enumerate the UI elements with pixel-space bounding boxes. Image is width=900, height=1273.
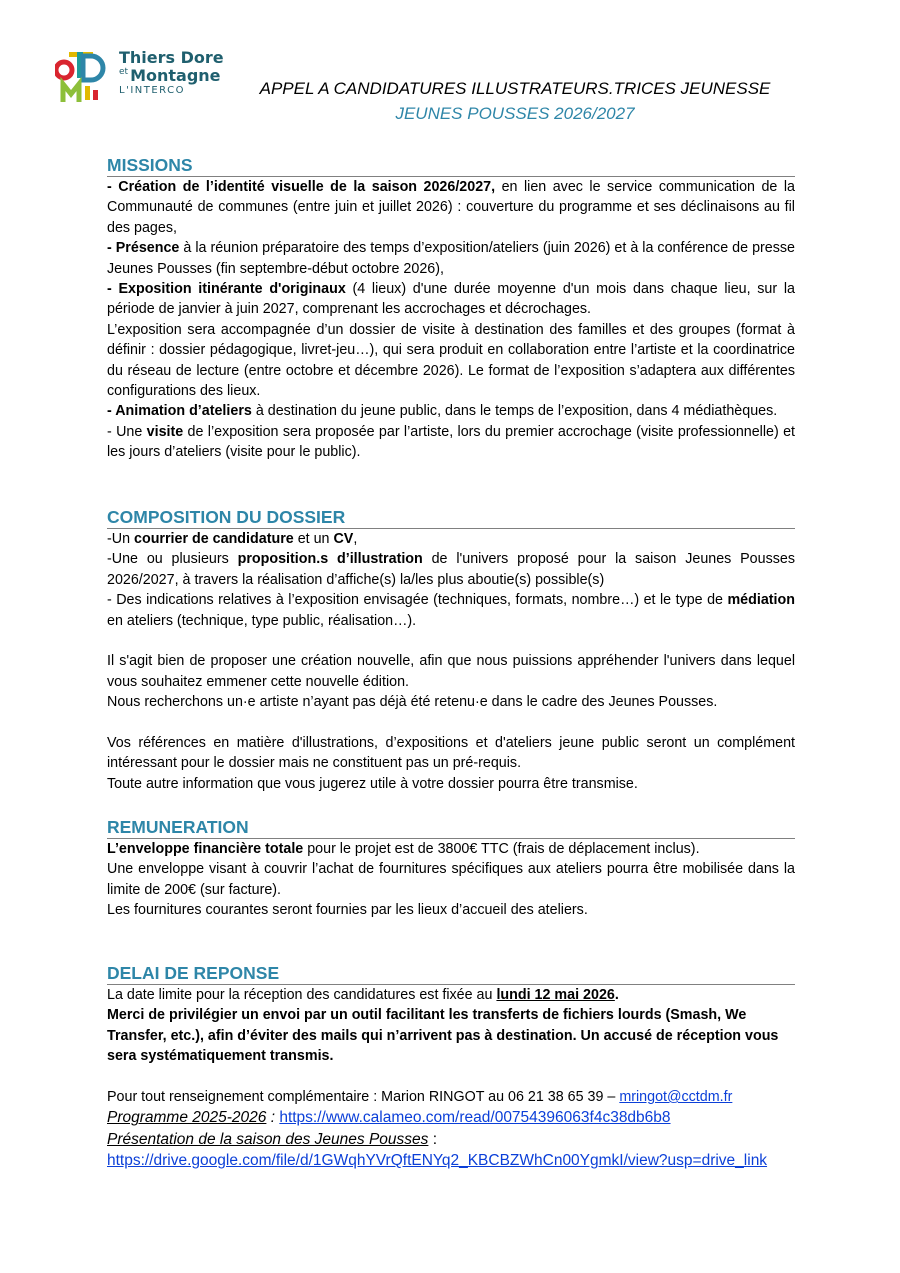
text: à la réunion préparatoire des temps d’exposition/ateliers (juin 2026) et à la conférence de presse Jeunes Pousses (fin septembre-début octobre 2026), <box>107 240 795 277</box>
missions-item-animation <box>107 401 795 421</box>
delai-programme <box>107 1107 795 1129</box>
text: (4 lieux) d'une durée moyenne d'un mois dans chaque lieu, sur la période de janvier à juin 2027, comprenant les accrochages et décrochages. <box>107 281 795 318</box>
text: - Des indications relatives à l’exposition envisagée (techniques, formats, nombre…) et le type de <box>107 592 728 609</box>
bold-text: - Présence <box>107 240 180 257</box>
deadline-date: lundi 12 mai 2026 <box>496 987 615 1003</box>
delai-date-limite <box>107 985 795 1005</box>
delai-contact <box>107 1087 795 1107</box>
bold-text: - Création de l’identité visuelle de la saison 2026/2027, <box>107 179 496 195</box>
logo-line1: Thiers Dore <box>119 48 224 67</box>
text: -Une ou plusieurs <box>107 551 238 568</box>
missions-item-presence <box>107 238 795 279</box>
page-subtitle: JEUNES POUSSES 2026/2027 <box>395 104 635 123</box>
dossier-item-illustration <box>107 549 795 590</box>
missions-item-visite <box>107 422 795 463</box>
bold-text: médiation <box>727 592 795 609</box>
text: pour le projet est de 3800€ TTC (frais de déplacement inclus). <box>303 841 700 857</box>
bold-text: - Exposition itinérante d'originaux <box>107 281 346 298</box>
delai-presentation <box>107 1129 795 1151</box>
text: en ateliers (technique, type public, réalisation…). <box>107 612 417 629</box>
text: en lien avec le service communication de la Communauté de communes (entre juin et juillet 2026) : couverture du programme et ses déclinaisons au fil des pages, <box>107 179 795 236</box>
remuneration-fournitures-courantes: Les fournitures courantes seront fournies par les lieux d’accueil des ateliers. <box>107 902 588 919</box>
section-title-delai: DELAI DE REPONSE <box>107 963 795 985</box>
dossier-paragraph-autre: Toute autre information que vous jugerez utile à votre dossier pourra être transmise. <box>107 775 638 792</box>
text: à destination du jeune public, dans le temps de l’exposition, dans 4 médiathèques. <box>251 403 778 420</box>
text: - Une <box>107 423 147 440</box>
dossier-paragraph-references: Vos références en matière d'illustrations, d’expositions et d'ateliers jeune public seront un complément intéressant pour le dossier mais ne constituent pas un pré-requis. <box>107 735 795 772</box>
text: de l'univers proposé pour la saison Jeunes Pousses 2026/2027, à travers la réalisation d’affiche(s) la/les plus aboutie(s) possible(s) <box>107 551 795 588</box>
section-remuneration <box>107 817 795 921</box>
logo-text <box>119 50 224 96</box>
missions-item-exposition <box>107 279 795 320</box>
missions-item-identity <box>107 177 795 238</box>
bold-text: . <box>614 987 619 1003</box>
remuneration-fournitures-specifiques: Une enveloppe visant à couvrir l’achat de fournitures spécifiques aux ateliers pourra être mobilisée dans la limite de 200€ (sur facture). <box>107 861 795 898</box>
dossier-item-indications <box>107 590 795 631</box>
dossier-paragraph-creation: Il s'agit bien de proposer une création nouvelle, afin que nous puissions appréhender l'univers dans lequel vous souhaitez emmener cette nouvelle édition. <box>107 653 795 690</box>
bold-text: courrier de candidature <box>134 531 294 547</box>
section-dossier <box>107 507 795 794</box>
logo-line2 <box>119 68 224 84</box>
spacer <box>107 1067 795 1087</box>
bold-text: proposition.s d’illustration <box>237 551 423 568</box>
text: : <box>428 1130 438 1148</box>
page-title: APPEL A CANDIDATURES ILLUSTRATEURS.TRICES JEUNESSE <box>259 79 771 98</box>
delai-envoi-note: Merci de privilégier un envoi par un outil facilitant les transferts de fichiers lourds (Smash, We Transfer, etc.), afin d’éviter des mails qui n’arrivent pas à destination. Un accusé de réception vous sera systématiquement transmis. <box>107 1007 779 1065</box>
logo <box>55 46 230 106</box>
text: La date limite pour la réception des candidatures est fixée au <box>107 987 497 1003</box>
bold-text: CV <box>333 531 354 547</box>
section-title-dossier: COMPOSITION DU DOSSIER <box>107 507 795 529</box>
text: -Un <box>107 531 135 547</box>
presentation-label: Présentation de la saison des Jeunes Pousses <box>107 1130 429 1148</box>
section-missions <box>107 155 795 463</box>
section-delai <box>107 963 795 1172</box>
spacer <box>107 713 795 733</box>
text: : <box>266 1109 280 1127</box>
programme-label: Programme 2025-2026 <box>107 1109 267 1127</box>
delai-presentation-url <box>107 1150 795 1172</box>
bold-text: - Animation d’ateliers <box>107 403 252 420</box>
remuneration-enveloppe <box>107 839 795 859</box>
bold-text: visite <box>146 423 184 440</box>
spacer <box>107 631 795 651</box>
missions-paragraph-dossier: L’exposition sera accompagnée d’un dossier de visite à destination des familles et des groupes (format à définir : dossier pédagogique, livret-jeu…), qui sera produit en collaboration entre l’artiste et la coordinatrice du réseau de lecture (entre octobre et décembre 2026). Le format de l’exposition s’adaptera aux différentes configurations des lieux. <box>107 321 795 400</box>
tdm-logo-icon <box>55 46 117 106</box>
logo-et: et <box>119 67 129 77</box>
dossier-paragraph-artiste: Nous recherchons un·e artiste n’ayant pas déjà été retenu·e dans le cadre des Jeunes Pousses. <box>107 694 718 711</box>
text: , <box>353 531 358 547</box>
bold-text: L’enveloppe financière totale <box>107 841 304 857</box>
logo-line2-text: Montagne <box>130 66 221 85</box>
programme-link[interactable]: https://www.calameo.com/read/00754396063f4c38db6b8 <box>279 1109 671 1127</box>
text: de l’exposition sera proposée par l’artiste, lors du premier accrochage (visite professionnelle) et les jours d’ateliers (visite pour le public). <box>107 423 795 461</box>
contact-email-link[interactable]: mringot@cctdm.fr <box>619 1089 733 1106</box>
text: Pour tout renseignement complémentaire : Marion RINGOT au 06 21 38 65 39 – <box>107 1089 620 1106</box>
dossier-item-courrier <box>107 529 795 549</box>
section-title-remuneration: REMUNERATION <box>107 817 795 839</box>
text: et un <box>293 531 334 547</box>
presentation-link[interactable]: https://drive.google.com/file/d/1GWqhYVrQftENYq2_KBCBZWhCn00YgmkI/view?usp=drive_link <box>107 1152 768 1170</box>
logo-line3: L'INTERCO <box>119 85 185 96</box>
section-title-missions: MISSIONS <box>107 155 795 177</box>
